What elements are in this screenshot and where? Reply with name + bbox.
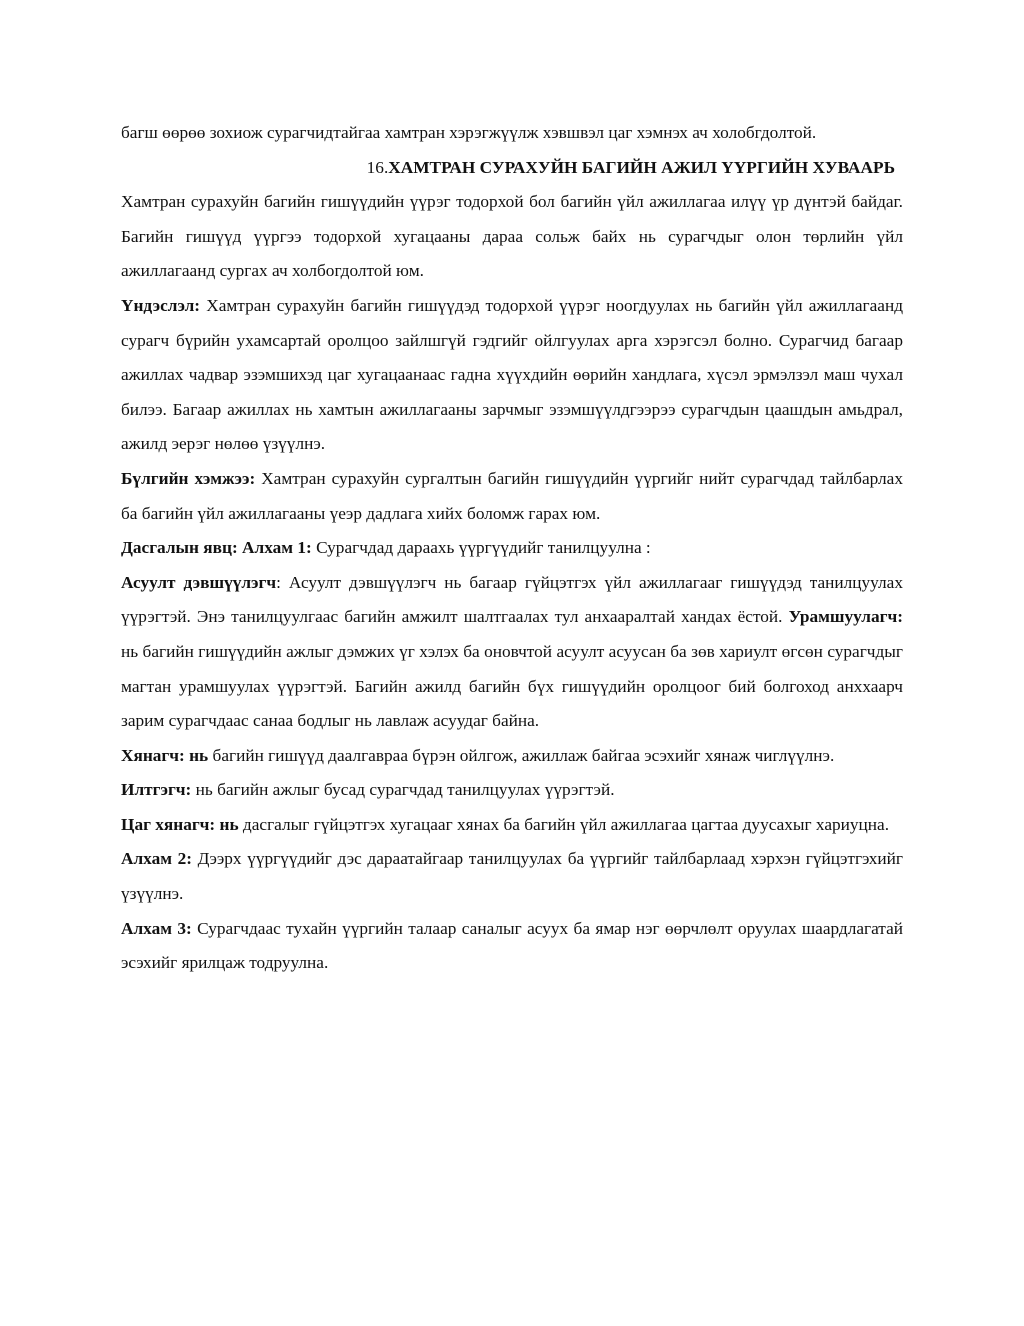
rationale-label: Үндэслэл: [121, 295, 201, 315]
step-3-label: Алхам 3: [121, 918, 192, 938]
presenter-label: Илтгэгч: [121, 780, 192, 800]
section-number: 16. [366, 157, 389, 177]
step-1-label: Дасгалын явц: Алхам 1: [121, 538, 312, 558]
step-2-text: Дээрх үүргүүдийг дэс дараатайгаар танилцуулах ба үүргийг тайлбарлаад хэрхэн гүйцэтгэхийг үзүүлнэ. [121, 849, 903, 904]
timekeeper-text: дасгалыг гүйцэтгэх хугацааг хянах ба багийн үйл ажиллагаа цагтаа дуусахыг хариуцна. [238, 814, 890, 834]
document-page [121, 116, 903, 981]
paragraph-overview: Хамтран сурахуйн багийн гишүүдийн үүрэг тодорхой бол багийн үйл ажиллагаа илүү үр дүнтэй байдаг. Багийн гишүүд үүргээ тодорхой хугацааны дараа сольж байх нь сурагчдыг олон төрлийн үйл ажиллагаанд сургах ач холбогдолтой юм. [121, 192, 903, 281]
step-3-text: Сурагчдаас тухайн үүргийн талаар саналыг асуух ба ямар нэг өөрчлөлт оруулах шаардлагатай эсэхийг ярилцаж тодруулна. [121, 918, 903, 973]
encourager-text: нь багийн гишүүдийн ажлыг дэмжих үг хэлэх ба оновчтой асуулт асуусан ба зөв хариулт өгсөн сурагчдыг магтан урамшуулах үүрэгтэй. Багийн ажилд багийн бүх гишүүдийн оролцоог бий болгоход анххаарч зарим сурагчдаас санаа бодлыг нь лавлаж асуудаг байна. [121, 641, 903, 731]
group-size-text: Хамтран сурахуйн сургалтын багийн гишүүдийн үүргийг нийт сурагчдад тайлбарлах ба багийн үйл ажиллагааны үеэр дадлага хийх боломж гарах юм. [121, 468, 903, 523]
presenter-text: нь багийн ажлыг бусад сурагчдад танилцуулах үүрэгтэй. [191, 780, 615, 800]
step-2-label: Алхам 2: [121, 849, 193, 869]
section-title: ХАМТРАН СУРАХУЙН БАГИЙН АЖИЛ ҮҮРГИЙН ХУВААРЬ [388, 157, 895, 177]
paragraph-step-2 [121, 842, 903, 911]
monitor-text: багийн гишүүд даалгавраа бүрэн ойлгож, ажиллаж байгаа эсэхийг хянаж чиглүүлнэ. [208, 745, 835, 765]
monitor-label: Хянагч: нь [121, 745, 209, 765]
encourager-label: Урамшуулагч: [788, 607, 903, 627]
paragraph-questioner-encourager [121, 566, 903, 739]
group-size-label: Бүлгийн хэмжээ: [121, 468, 256, 488]
paragraph-monitor [121, 739, 903, 774]
paragraph-intro: багш өөрөө зохиож сурагчидтайгаа хамтран хэрэгжүүлж хэвшвэл цаг хэмнэх ач холобгдолтой. [121, 123, 817, 142]
questioner-text: : Асуулт дэвшүүлэгч нь багаар гүйцэтгэх үйл ажиллагааг гишүүдэд танилцуулах үүрэгтэй. Энэ танилцуулгаас багийн амжилт шалтгаалах тул анхааралтай хандах ёстой. [121, 572, 903, 627]
paragraph-rationale [121, 289, 903, 462]
step-1-text: Сурагчдад дараахь үүргүүдийг танилцуулна : [311, 538, 651, 558]
paragraph-step-1 [121, 531, 903, 566]
paragraph-group-size [121, 462, 903, 531]
section-heading [121, 151, 903, 186]
paragraph-timekeeper [121, 808, 903, 843]
rationale-text: Хамтран сурахуйн багийн гишүүдэд тодорхой үүрэг ноогдуулах нь багийн үйл ажиллагаанд сурагч бүрийн ухамсартай оролцоо зайлшгүй гэдгийг ойлгуулах арга хэрэгсэл болно. Сурагчид багаар ажиллах чадвар эзэмшихэд цаг хугацаанаас гадна хүүхдийн өөрийн хандлага, хүсэл эрмэлзэл маш чухал билээ. Багаар ажиллах нь хамтын ажиллагааны зарчмыг эзэмшүүлдгээрээ сурагчдын цаашдын амьдрал, ажилд эерэг нөлөө үзүүлнэ. [121, 295, 903, 454]
questioner-label: Асуулт дэвшүүлэгч [121, 572, 277, 592]
paragraph-step-3 [121, 912, 903, 981]
timekeeper-label: Цаг хянагч: нь [121, 814, 239, 834]
paragraph-presenter [121, 773, 903, 808]
